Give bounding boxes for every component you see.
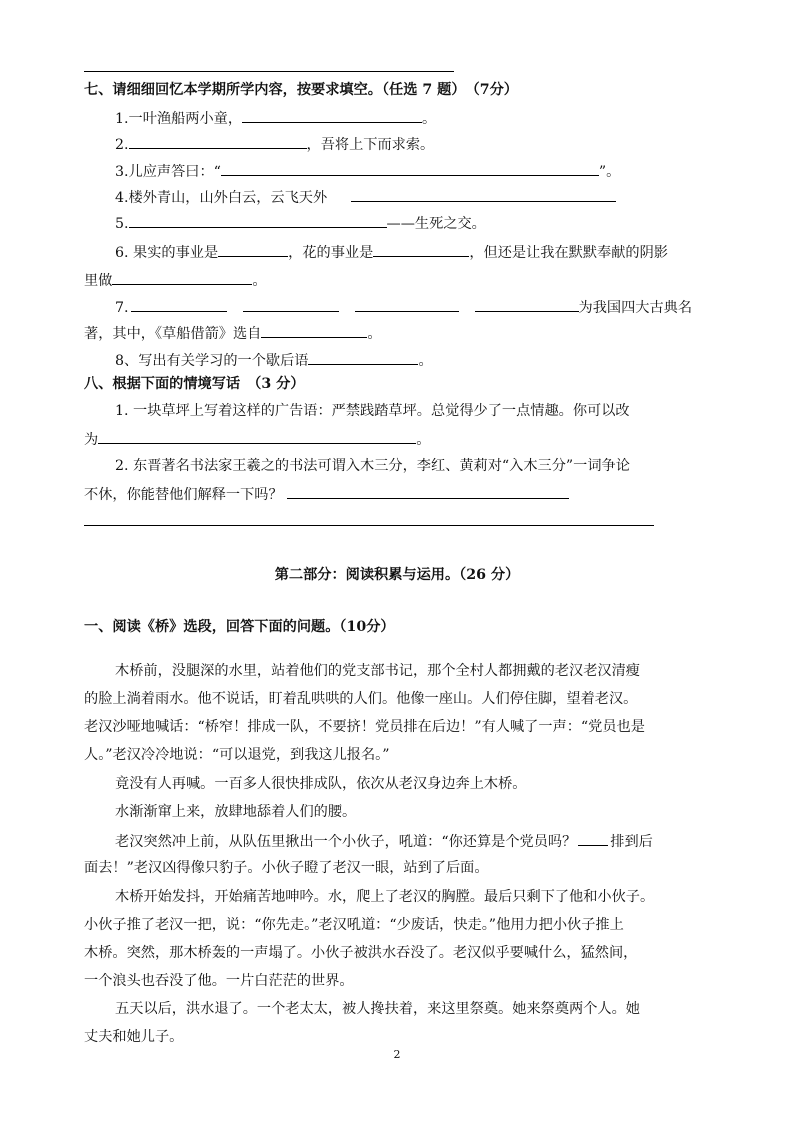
reading-heading: 一、阅读《桥》选段，回答下面的问题。（10分） [84, 619, 395, 635]
blank-q7a[interactable] [131, 296, 227, 312]
blank-q6a[interactable] [218, 241, 288, 257]
passage-line: 老汉突然冲上前，从队伍里揪出一个小伙子，吼道：“你还算是个党员吗？ 排到后 [115, 830, 653, 852]
q8-2-line1: 2. 东晋著名书法家王羲之的书法可谓入木三分，李红、黄莉对“入木三分”一词争论 [115, 458, 630, 474]
blank-q7c[interactable] [355, 296, 459, 312]
blank-q3[interactable] [221, 160, 599, 176]
q8-1-line1: 1. 一块草坪上写着这样的广告语：严禁践踏草坪。总觉得少了一点情趣。你可以改 [115, 403, 630, 419]
q7-3: 3.儿应声答曰：“ ”。 [115, 160, 620, 182]
blank-q7e[interactable] [261, 322, 367, 338]
blank-q7b[interactable] [243, 296, 339, 312]
q7-8: 8、写出有关学习的一个歇后语 。 [115, 349, 433, 371]
passage-line: 木桥前，没腿深的水里，站着他们的党支部书记，那个全村人都拥戴的老汉老汉清瘦 [115, 663, 640, 679]
answer-line-q8-2[interactable] [84, 525, 654, 526]
q8-1-line2: 为 。 [84, 428, 430, 450]
passage-line: 小伙子推了老汉一把，说：“你先走。”老汉吼道：“少废话，快走。”他用力把小伙子推上 [84, 917, 624, 933]
part2-heading: 第二部分：阅读积累与运用。（26 分） [274, 567, 520, 583]
q7-7-line2: 著，其中，《草船借箭》选自 。 [84, 322, 382, 344]
passage-line: 五天以后，洪水退了。一个老太太，被人搀扶着，来这里祭奠。她来祭奠两个人。她 [115, 1001, 640, 1017]
q7-2: 2. ，吾将上下而求索。 [115, 133, 434, 155]
q7-6-line2: 里做 。 [84, 269, 267, 291]
q7-1: 1.一叶渔船两小童， 。 [115, 107, 436, 129]
passage-line: 的脸上淌着雨水。他不说话，盯着乱哄哄的人们。他像一座山。人们停住脚，望着老汉。 [84, 691, 638, 707]
blank-q6b[interactable] [373, 241, 469, 257]
blank-q7d[interactable] [475, 296, 579, 312]
passage-line: 老汉沙哑地喊话：“桥窄！排成一队，不要挤！党员排在后边！”有人喊了一声：“党员也是 [84, 719, 645, 735]
passage-line: 木桥开始发抖，开始痛苦地呻吟。水，爬上了老汉的胸膛。最后只剩下了他和小伙子。 [115, 889, 655, 905]
page-number: 2 [393, 1048, 401, 1061]
passage-line: 丈夫和她儿子。 [84, 1029, 184, 1045]
passage-line: 木桥。突然，那木桥轰的一声塌了。小伙子被洪水吞没了。老汉似乎要喊什么，猛然间， [84, 945, 638, 961]
q7-5: 5. ——生死之交。 [115, 212, 486, 234]
blank-q2[interactable] [129, 133, 307, 149]
section8-heading: 八、根据下面的情境写话 （3 分） [84, 376, 305, 392]
blank-q8-1[interactable] [98, 428, 416, 444]
passage-line: 水渐渐窜上来，放肆地舔着人们的腰。 [115, 804, 357, 820]
section7-heading: 七、请细细回忆本学期所学内容，按要求填空。（任选 7 题） （7分） [84, 82, 518, 98]
passage-line: 竟没有人再喊。一百多人很快排成队，依次从老汉身边奔上木桥。 [115, 776, 527, 792]
q7-4: 4.楼外青山，山外白云，云飞天外 [115, 186, 616, 208]
blank-q1[interactable] [242, 107, 422, 123]
q8-2-line2: 不休，你能替他们解释一下吗？ [84, 483, 569, 505]
passage-line: 人。”老汉冷冷地说：“可以退党，到我这儿报名。” [84, 747, 390, 763]
blank-q8[interactable] [308, 349, 418, 365]
q7-6-line1: 6. 果实的事业是 ，花的事业是 ，但还是让我在默默奉献的阴影 [115, 241, 668, 263]
q7-7-line1: 7. 为我国四大古典名 [115, 296, 692, 318]
blank-q4[interactable] [351, 186, 616, 202]
blank-q6c[interactable] [112, 269, 252, 285]
blank-q5[interactable] [129, 212, 387, 228]
passage-line: 一个浪头也吞没了他。一片白茫茫的世界。 [84, 973, 354, 989]
blank-passage[interactable] [578, 830, 608, 846]
top-rule [84, 71, 454, 72]
passage-line: 面去！”老汉凶得像只豹子。小伙子瞪了老汉一眼，站到了后面。 [84, 860, 489, 876]
blank-q8-2[interactable] [287, 483, 569, 499]
